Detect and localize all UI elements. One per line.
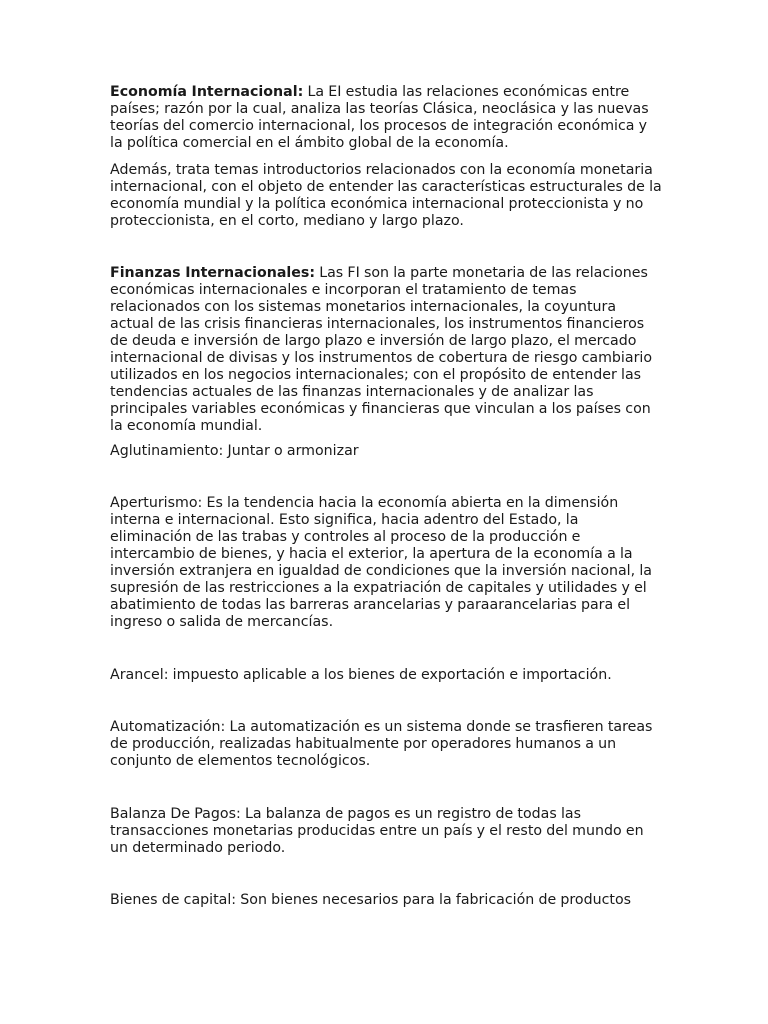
paragraph-balanza-de-pagos: Balanza De Pagos: La balanza de pagos es un registro de todas las transacciones monetarias producidas entre un país y el resto del mundo en un determinado periodo. [110,806,644,856]
paragraph-arancel: Arancel: impuesto aplicable a los bienes de exportación e importación. [110,667,612,683]
term-economia-internacional: Economía Internacional: [110,84,304,100]
term-finanzas-internacionales: Finanzas Internacionales: [110,265,315,281]
paragraph-ademas: Además, trata temas introductorios relacionados con la economía monetaria internacional, con el objeto de entender las características estructurales de la economía mundial y la política económica internacional proteccionista y no proteccionista, en el corto, mediano y largo plazo. [110,162,662,229]
paragraph-aperturismo: Aperturismo: Es la tendencia hacia la economía abierta en la dimensión interna e internacional. Esto significa, hacia adentro del Estado, la eliminación de las trabas y controles al proceso de la producción e intercambio de bienes, y hacia el exterior, la apertura de la economía a la inversión extranjera en igualdad de condiciones que la inversión nacional, la supresión de las restricciones a la expatriación de capitales y utilidades y el abatimiento de todas las barreras arancelarias y paraarancelarias para el ingreso o salida de mercancías. [110,495,652,630]
paragraph-bienes-de-capital: Bienes de capital: Son bienes necesarios para la fabricación de productos [110,892,632,908]
paragraph-finanzas-internacionales [110,265,662,435]
definition-economia-internacional: La EI estudia las relaciones económicas entre países; razón por la cual, analiza las teorías Clásica, neoclásica y las nuevas teorías del comercio internacional, los procesos de integración económica y la política comercial en el ámbito global de la economía. [110,84,649,151]
paragraph-automatizacion: Automatización: La automatización es un sistema donde se trasfieren tareas de producción, realizadas habitualmente por operadores humanos a un conjunto de elementos tecnológicos. [110,719,653,769]
definition-finanzas-internacionales: Las FI son la parte monetaria de las relaciones económicas internacionales e incorporan el tratamiento de temas relacionados con los sistemas monetarios internacionales, la coyuntura actual de las crisis financieras internacionales, los instrumentos financieros de deuda e inversión de largo plazo e inversión de largo plazo, el mercado internacional de divisas y los instrumentos de cobertura de riesgo cambiario utilizados en los negocios internacionales; con el propósito de entender las tendencias actuales de las finanzas internacionales y de analizar las principales variables económicas y financieras que vinculan a los países con la economía mundial. [110,265,653,434]
paragraph-economia-internacional [110,84,662,152]
paragraph-aglutinamiento: Aglutinamiento: Juntar o armonizar [110,443,359,459]
